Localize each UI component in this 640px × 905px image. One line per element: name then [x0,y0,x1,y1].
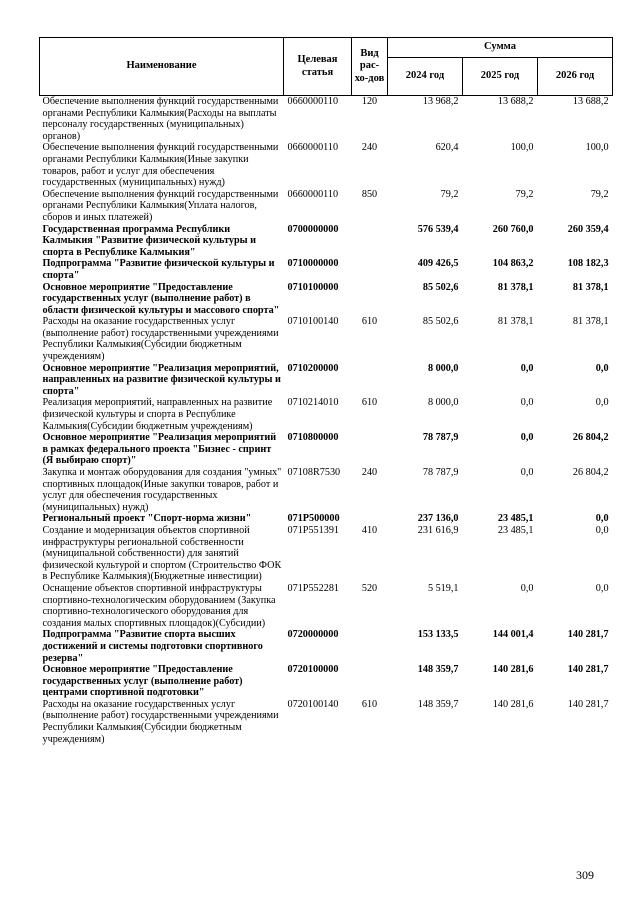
cell-2024: 78 787,9 [422,467,459,478]
cell-name: Основное мероприятие "Предоставление государственных услуг (выполнение работ) центрами спортивной подготовки" [42,664,243,699]
cell-target-code: 0720100140 [287,698,339,710]
cell-2026: 81 378,1 [572,316,609,328]
cell-target-code: 07108R7530 [287,467,341,478]
cell-expense-kind: 610 [361,316,378,328]
cell-expense-kind [352,629,388,664]
cell-expense-kind [352,432,388,467]
header-target: Целевая статья [284,38,352,96]
cell-2025: 0,0 [520,467,534,478]
cell-2026: 26 804,2 [572,432,609,444]
cell-target-code: 071P551391 [287,524,340,536]
cell-target-code: 071P552281 [287,582,340,594]
table-row [40,282,613,317]
table-row [40,699,613,745]
cell-2025: 0,0 [520,432,534,444]
cell-expense-kind [352,224,388,259]
table-row [40,664,613,699]
cell-name: Основное мероприятие "Реализация мероприятий в рамках федерального проекта "Бизнес - спринт (Я выбираю спорт)" [42,432,277,467]
cell-name: Региональный проект "Спорт-норма жизни" [42,513,252,525]
cell-name: Закупка и монтаж оборудования для создания "умных" спортивных площадок(Иные закупки товаров, работ и услуг для обеспечения государственных (муниципальных) нужд) [42,467,282,513]
cell-2025: 0,0 [520,582,534,594]
cell-2026: 140 281,7 [567,698,609,710]
cell-name: Обеспечение выполнения функций государственными органами Республики Калмыкия(Уплата налогов, сборов и иных платежей) [42,188,279,223]
cell-2026: 0,0 [595,524,609,536]
cell-target-code: 071P500000 [287,513,340,525]
cell-2024: 85 502,6 [422,281,459,293]
cell-2026: 0,0 [595,582,609,594]
cell-2026: 0,0 [595,513,609,525]
cell-2024: 13 968,2 [422,96,459,107]
cell-2026: 0,0 [595,397,609,409]
cell-target-code: 0710000000 [287,258,339,270]
cell-target-code: 0710214010 [287,397,339,409]
cell-name: Государственная программа Республики Калмыкия "Развитие физической культуры и спорта в Республике Калмыкия" [42,223,257,258]
cell-name: Обеспечение выполнения функций государственными органами Республики Калмыкия(Расходы на выплаты персоналу государственных (муниципальных) органов) [42,96,279,142]
cell-name: Подпрограмма "Развитие физической культуры и спорта" [42,258,275,281]
header-2026: 2026 год [538,58,613,96]
cell-name: Реализация мероприятий, направленных на развитие физической культуры и спорта в Республике Калмыкия(Субсидии бюджетным учреждениям) [42,397,273,432]
cell-2024: 8 000,0 [427,397,459,409]
cell-2026: 13 688,2 [572,96,609,107]
cell-expense-kind: 520 [361,582,378,594]
cell-name: Основное мероприятие "Реализация мероприятий, направленных на развитие физической культуры и спорта" [42,362,281,397]
cell-name: Расходы на оказание государственных услуг (выполнение работ) государственными учреждениями Республики Калмыкия(Субсидии бюджетным учреждениям) [42,316,279,363]
table-row [40,525,613,583]
cell-name: Основное мероприятие "Предоставление государственных услуг (выполнение работ) в области физической культуры и массового спорта" [42,281,280,316]
cell-2024: 148 359,7 [417,664,459,676]
cell-2025: 81 378,1 [497,281,534,293]
table-row [40,513,613,525]
cell-target-code: 0660000110 [287,142,339,154]
cell-expense-kind: 610 [361,397,378,409]
table-row [40,96,613,143]
header-sum: Сумма [388,38,613,58]
header-kind: Вид рас-хо-дов [352,38,388,96]
cell-2026: 108 182,3 [567,258,609,270]
header-2025: 2025 год [463,58,538,96]
cell-expense-kind: 850 [361,188,378,200]
cell-2025: 23 485,1 [497,524,534,536]
table-header [40,38,613,96]
cell-name: Расходы на оказание государственных услуг (выполнение работ) государственными учреждениями Республики Калмыкия(Субсидии бюджетным учреждениям) [42,698,279,745]
cell-2026: 140 281,7 [567,629,609,641]
table-row [40,316,613,362]
cell-expense-kind [352,258,388,281]
table-row [40,467,613,513]
cell-name: Обеспечение выполнения функций государственными органами Республики Калмыкия(Иные закупки товаров, работ и услуг для обеспечения государственных (муниципальных) нужд) [42,142,279,189]
cell-2026: 81 378,1 [572,281,609,293]
table-row [40,258,613,281]
cell-2025: 144 001,4 [492,629,534,641]
cell-expense-kind [352,282,388,317]
cell-target-code: 0720100000 [287,664,339,676]
table-row [40,142,613,188]
cell-target-code: 0700000000 [287,223,339,235]
cell-2026: 140 281,7 [567,664,609,676]
cell-2025: 0,0 [520,362,534,374]
cell-target-code: 0720000000 [287,629,339,641]
table-row [40,397,613,432]
cell-2025: 79,2 [515,188,534,200]
cell-expense-kind: 120 [361,96,378,107]
cell-2026: 260 359,4 [567,223,609,235]
cell-2024: 5 519,1 [427,582,459,594]
cell-2026: 0,0 [595,362,609,374]
table-row [40,363,613,398]
table-row [40,224,613,259]
cell-expense-kind [352,363,388,398]
cell-name: Подпрограмма "Развитие спорта высших достижений и системы подготовки спортивного резерва" [42,629,263,664]
budget-table [39,37,613,745]
cell-2024: 237 136,0 [417,513,459,525]
cell-2025: 104 863,2 [492,258,534,270]
cell-expense-kind [352,664,388,699]
cell-target-code: 0710100140 [287,316,339,328]
cell-2026: 79,2 [590,188,609,200]
cell-2025: 13 688,2 [497,96,534,107]
cell-target-code: 0660000110 [287,96,339,107]
cell-2025: 81 378,1 [497,316,534,328]
page-number: 309 [576,868,594,882]
cell-2024: 85 502,6 [422,316,459,328]
cell-target-code: 0710800000 [287,432,339,444]
header-2024: 2024 год [388,58,463,96]
cell-target-code: 0710200000 [287,362,339,374]
cell-2024: 409 426,5 [417,258,459,270]
table-body [40,96,613,746]
table-row [40,583,613,629]
cell-2024: 148 359,7 [417,698,459,710]
header-name: Наименование [40,38,284,96]
cell-expense-kind: 410 [361,524,378,536]
cell-2026: 26 804,2 [572,467,609,478]
cell-expense-kind: 240 [361,467,378,478]
table-row [40,629,613,664]
cell-expense-kind: 240 [361,142,378,154]
cell-2024: 576 539,4 [417,223,459,235]
cell-2024: 8 000,0 [427,362,459,374]
cell-2025: 140 281,6 [492,664,534,676]
cell-2026: 100,0 [585,142,609,154]
cell-expense-kind: 610 [361,698,378,710]
cell-2025: 260 760,0 [492,223,534,235]
cell-target-code: 0660000110 [287,188,339,200]
cell-2025: 140 281,6 [492,698,534,710]
cell-2024: 231 616,9 [417,524,459,536]
cell-2024: 78 787,9 [422,432,459,444]
cell-target-code: 0710100000 [287,281,339,293]
cell-2024: 153 133,5 [417,629,459,641]
cell-2025: 23 485,1 [497,513,534,525]
cell-2024: 620,4 [435,142,459,154]
cell-name: Оснащение объектов спортивной инфраструктуры спортивно-технологическим оборудованием (Закупка спортивно-технологического оборудования для создания малых спортивных площадок)(Субсидии) [42,582,276,629]
table-row [40,189,613,224]
cell-name: Создание и модернизация объектов спортивной инфраструктуры региональной собственности (муниципальной собственности) для занятий физической культурой и спортом (Строительство ФОК в Республике Калмыкия)(Бюджетные инвестиции) [42,524,282,583]
cell-expense-kind [352,513,388,525]
cell-2025: 0,0 [520,397,534,409]
table-row [40,432,613,467]
cell-2025: 100,0 [510,142,534,154]
cell-2024: 79,2 [440,188,459,200]
